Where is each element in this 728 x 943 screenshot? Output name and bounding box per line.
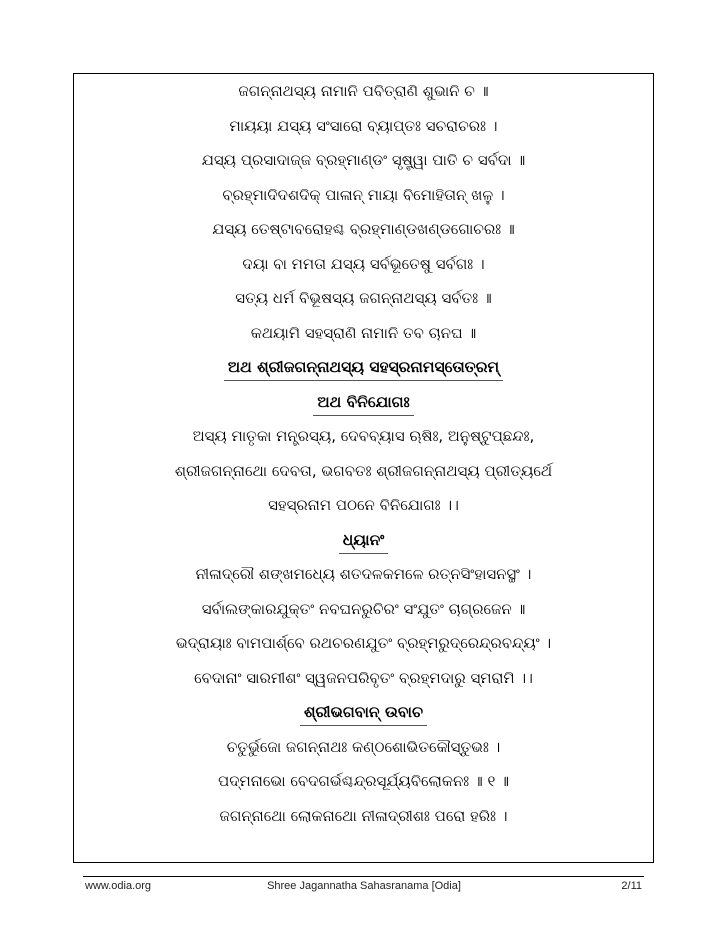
section-heading [74, 385, 653, 420]
footer-title: Shree Jagannatha Sahasranama [Odia] [267, 880, 461, 892]
section-heading-text: ଧ୍ୟାନଂ [339, 527, 388, 554]
verse-line: ଶ୍ରୀଜଗନ୍ନାଥୋ ଦେବତା, ଭଗବତଃ ଶ୍ରୀଜଗନ୍ନାଥସ୍ୟ ପ୍ରୀତ୍ୟର୍ଥେ [174, 461, 553, 480]
footer-website: www.odia.org [85, 880, 152, 892]
verse-line: ଯସ୍ୟ ତେଷ୍ଟାବରୋହଶ୍ଚ ବ୍ରହ୍ମାଣ୍ଡଖଣ୍ଡଗୋଚରଃ ॥ [212, 220, 515, 238]
verse-line: ଅସ୍ୟ ମାତୃକା ମନ୍ତ୍ରସ୍ୟ, ଦେବବ୍ୟାସ ଋଷିଃ, ଅନୁଷ୍ଟୁପ୍ଛନ୍ଦଃ, [192, 427, 535, 445]
verse-line: ସର୍ବାଲଙ୍କାରଯୁକ୍ତଂ ନବଘନରୁଚିରଂ ସଂଯୁତଂ ଚାଗ୍ରଜେନ ॥ [201, 599, 526, 618]
text-body [74, 74, 653, 833]
verse-line: ନୀଳାଦ୍ରୌ ଶଙ୍ଖମଧ୍ୟେ ଶତଦଳକମଳେ ରତ୍ନସିଂହାସନସ୍ଥଂ । [195, 565, 532, 583]
verse-line: ବ୍ରହ୍ମାଦିଦଶଦିକ୍ ପାଳାନ୍ ମାୟା ବିମୋହିତାନ୍ ଖଳୁ । [222, 185, 505, 204]
verse-line: ଜଗନ୍ନାଥସ୍ୟ ନାମାନି ପବିତ୍ରାଣି ଶୁଭାନି ଚ ॥ [238, 82, 489, 100]
section-heading-text: ଅଥ ବିନିଯୋଗଃ [313, 389, 413, 416]
section-heading [74, 523, 653, 558]
verse-line: କଥୟାମି ସହସ୍ରାଣି ନାମାନି ତବ ଚାନଘ ॥ [250, 323, 477, 342]
verse-line: ଚତୁର୍ଭୁଜୋ ଜଗନ୍ନାଥଃ କଣ୍ଠଶୋଭିତକୌସ୍ତୁଭଃ । [226, 737, 501, 756]
verse-line: ମାୟୟା ଯସ୍ୟ ସଂସାରୋ ବ୍ୟାପ୍ତଃ ସଚରାଚରଃ । [229, 116, 498, 135]
footer-divider [83, 876, 644, 877]
verse-line: ସତ୍ୟ ଧର୍ମ ବିଭୂଷସ୍ୟ ଜଗନ୍ନାଥସ୍ୟ ସର୍ବତଃ ॥ [235, 289, 492, 307]
verse-line: ପଦ୍ମନାଭୋ ବେଦଗର୍ଭଶ୍ଚନ୍ଦ୍ରସୂର୍ଯ୍ୟବିଲୋକନଃ ॥ ୧ ॥ [218, 772, 509, 790]
verse-line: ଭଦ୍ରାୟାଃ ବାମପାର୍ଶ୍ବେ ରଥଚରଣଯୁତଂ ବ୍ରହ୍ମରୁଦ୍ରେନ୍ଦ୍ରବନ୍ଦ୍ୟଂ । [175, 634, 552, 652]
section-heading [74, 695, 653, 730]
section-heading-text: ଶ୍ରୀଭଗବାନ୍ ଉବାଚ [300, 699, 427, 726]
verse-line: ଯସ୍ୟ ପ୍ରସାଦାଜ୍ଜ ବ୍ରହ୍ମାଣ୍ଡଂ ସୃଷ୍ଟ୍ୱା ପାତି ଚ ସର୍ବଦା ॥ [201, 151, 526, 169]
section-heading [74, 350, 653, 385]
verse-line: ସହସ୍ରନାମ ପଠନେ ବିନିଯୋଗଃ ।। [268, 496, 459, 514]
verse-line: ଜଗନ୍ନାଥୋ ଲୋକନାଥୋ ନୀଳାଦ୍ରୀଶଃ ପରୋ ହରିଃ । [219, 806, 508, 825]
section-heading-text: ଅଥ ଶ୍ରୀଜଗନ୍ନାଥସ୍ୟ ସହସ୍ରନାମସ୍ତୋତ୍ରମ୍ [224, 354, 503, 381]
verse-line: ବେଦାନାଂ ସାରମୀଶଂ ସ୍ୱଜନପରିବୃତଂ ବ୍ରହ୍ମଦାରୁ ସ୍ମରାମି ।। [194, 668, 533, 687]
verse-line: ଦୟା ବା ମମତା ଯସ୍ୟ ସର୍ବଭୂତେଷୁ ସର୍ବଗଃ । [242, 254, 485, 273]
page-number: 2/11 [621, 880, 642, 892]
